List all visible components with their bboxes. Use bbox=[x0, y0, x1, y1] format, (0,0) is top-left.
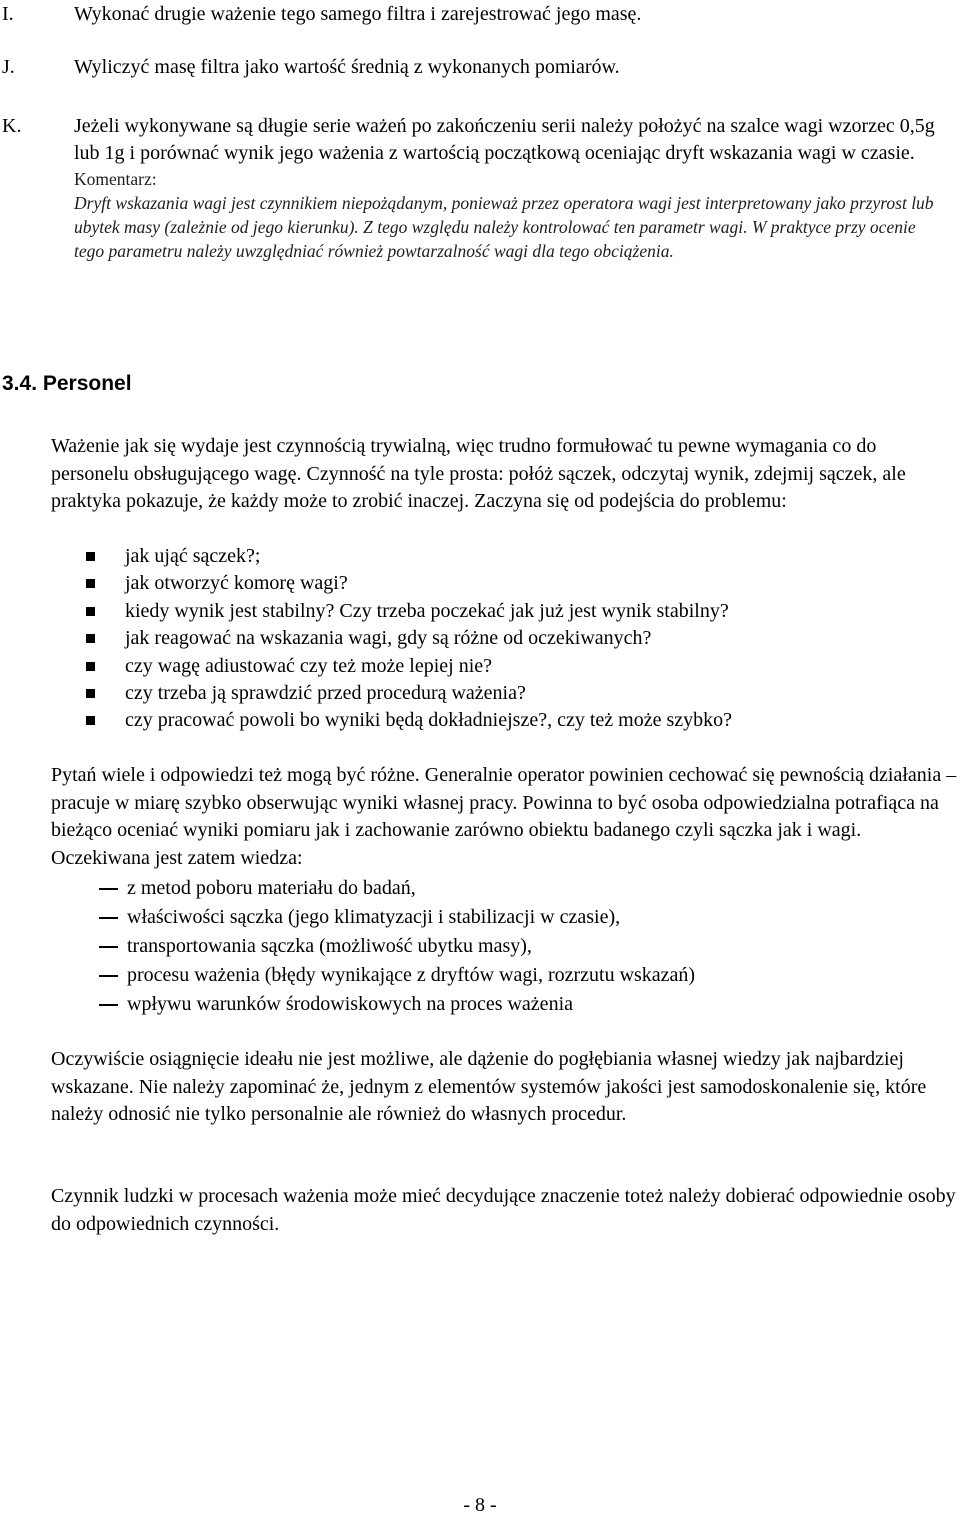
square-bullet-icon bbox=[86, 716, 95, 725]
intro-paragraph: Ważenie jak się wydaje jest czynnością trywialną, więc trudno formułować tu pewne wymagania co do personelu obsługującego wagę. Czynność na tyle prosta: połóż sączek, odczytaj wynik, zdejmij sączek, ale praktyka pokazuje, że każdy może to zrobić inaczej. Zaczyna się od podejścia do problemu: bbox=[51, 435, 906, 512]
item-text: Wyliczyć masę filtra jako wartość średnią z wykonanych pomiarów. bbox=[74, 56, 620, 78]
dash-bullet-icon bbox=[99, 888, 118, 890]
paragraph-operator: Pytań wiele i odpowiedzi też mogą być różne. Generalnie operator powinien cechować się pewnością działania – pracuje w miarę szybko obserwując wyniki własnej pracy. Powinna to być osoba odpowiedzialna potrafiąca na bieżąco oceniać wyniki pomiaru jak i zachowanie zarówno obiektu badanego czyli sączka jak i wagi. Oczekiwana jest zatem wiedza: bbox=[51, 764, 957, 869]
knowledge-list bbox=[51, 874, 951, 1019]
list-item: czy wagę adiustować czy też może lepiej nie? bbox=[51, 653, 951, 680]
list-item: procesu ważenia (błędy wynikające z dryftów wagi, rozrzutu wskazań) bbox=[51, 961, 951, 990]
item-letter: K. bbox=[2, 115, 22, 137]
dash-bullet-icon bbox=[99, 946, 118, 948]
square-bullet-icon bbox=[86, 579, 95, 588]
item-letter: I. bbox=[2, 3, 14, 25]
comment-label: Komentarz: bbox=[74, 169, 157, 189]
list-item: transportowania sączka (możliwość ubytku masy), bbox=[51, 932, 951, 961]
list-item: właściwości sączka (jego klimatyzacji i stabilizacji w czasie), bbox=[51, 903, 951, 932]
list-item: wpływu warunków środowiskowych na proces ważenia bbox=[51, 990, 951, 1019]
paragraph-human-factor: Czynnik ludzki w procesach ważenia może mieć decydujące znaczenie toteż należy dobierać odpowiednie osoby do odpowiednich czynności. bbox=[51, 1185, 956, 1235]
item-text: Wykonać drugie ważenie tego samego filtra i zarejestrować jego masę. bbox=[74, 3, 642, 25]
list-item-j bbox=[0, 54, 950, 81]
square-bullet-icon bbox=[86, 607, 95, 616]
list-item: jak reagować na wskazania wagi, gdy są różne od oczekiwanych? bbox=[51, 625, 951, 652]
paragraph-ideal: Oczywiście osiągnięcie ideału nie jest możliwe, ale dążenie do pogłębiania własnej wiedzy jak najbardziej wskazane. Nie należy zapominać że, jednym z elementów systemów jakości jest samodoskonalenie się, które należy odnosić nie tylko personalnie ale również do własnych procedur. bbox=[51, 1048, 927, 1125]
list-item: z metod poboru materiału do badań, bbox=[51, 874, 951, 903]
list-item: kiedy wynik jest stabilny? Czy trzeba poczekać jak już jest wynik stabilny? bbox=[51, 598, 951, 625]
comment-text: Dryft wskazania wagi jest czynnikiem niepożądanym, ponieważ przez operatora wagi jest interpretowany jako przyrost lub ubytek masy (zależnie od jego kierunku). Z tego względu należy kontrolować ten parametr wagi. W praktyce przy ocenie tego parametru należy uwzględniać również powtarzalność wagi dla tego obciążenia. bbox=[74, 193, 934, 261]
square-bullet-icon bbox=[86, 634, 95, 643]
dash-bullet-icon bbox=[99, 1004, 118, 1006]
list-item: czy pracować powoli bo wyniki będą dokładniejsze?, czy też może szybko? bbox=[51, 707, 951, 734]
section-heading: 3.4. Personel bbox=[2, 372, 132, 395]
questions-list bbox=[51, 543, 951, 735]
dash-bullet-icon bbox=[99, 975, 118, 977]
list-item: jak otworzyć komorę wagi? bbox=[51, 570, 951, 597]
dash-bullet-icon bbox=[99, 917, 118, 919]
comment-block bbox=[74, 167, 950, 263]
item-letter: J. bbox=[2, 56, 15, 78]
item-text: Jeżeli wykonywane są długie serie ważeń po zakończeniu serii należy położyć na szalce wagi wzorzec 0,5g lub 1g i porównać wynik jego ważenia z wartością początkową oceniając dryft wskazania wagi w czasie. bbox=[74, 115, 935, 164]
list-item-k bbox=[0, 113, 950, 263]
square-bullet-icon bbox=[86, 552, 95, 561]
square-bullet-icon bbox=[86, 662, 95, 671]
list-item-i bbox=[0, 1, 950, 28]
square-bullet-icon bbox=[86, 689, 95, 698]
page-number: - 8 - bbox=[463, 1494, 497, 1516]
list-item: jak ująć sączek?; bbox=[51, 543, 951, 570]
list-item: czy trzeba ją sprawdzić przed procedurą ważenia? bbox=[51, 680, 951, 707]
